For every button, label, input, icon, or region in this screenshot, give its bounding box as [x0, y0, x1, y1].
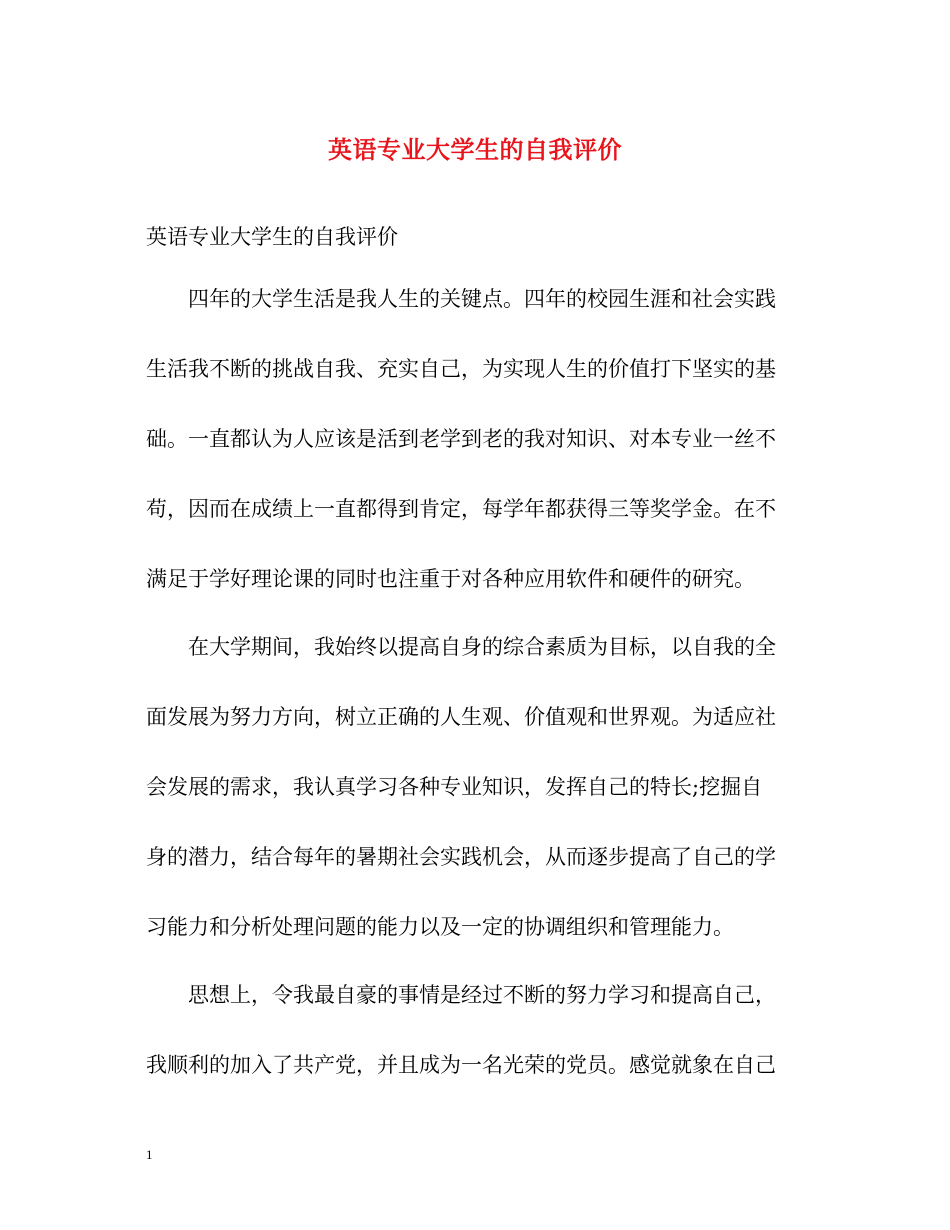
paragraph-1-line-5: 满足于学好理论课的同时也注重于对各种应用软件和硬件的研究。	[146, 567, 755, 591]
paragraph-3-line-2: 我顺利的加入了共产党，并且成为一名光荣的党员。感觉就象在自己	[146, 1053, 776, 1077]
paragraph-2-line-4: 身的潜力，结合每年的暑期社会实践机会，从而逐步提高了自己的学	[146, 845, 776, 869]
page-number: 1	[146, 1147, 153, 1162]
document-subtitle: 英语专业大学生的自我评价	[146, 225, 398, 249]
paragraph-2-line-3: 会发展的需求，我认真学习各种专业知识，发挥自己的特长;挖掘自	[146, 775, 763, 799]
document-title: 英语专业大学生的自我评价	[328, 135, 622, 164]
paragraph-1-line-3: 础。一直都认为人应该是活到老学到老的我对知识、对本专业一丝不	[146, 427, 776, 451]
paragraph-2-line-2: 面发展为努力方向，树立正确的人生观、价值观和世界观。为适应社	[146, 705, 776, 729]
paragraph-1-line-1: 四年的大学生活是我人生的关键点。四年的校园生涯和社会实践	[188, 287, 776, 311]
paragraph-1-line-4: 苟，因而在成绩上一直都得到肯定，每学年都获得三等奖学金。在不	[146, 497, 776, 521]
paragraph-2-line-5: 习能力和分析处理问题的能力以及一定的协调组织和管理能力。	[146, 915, 734, 939]
paragraph-1-line-2: 生活我不断的挑战自我、充实自己，为实现人生的价值打下坚实的基	[146, 357, 776, 381]
paragraph-3-line-1: 思想上，令我最自豪的事情是经过不断的努力学习和提高自己，	[188, 983, 776, 1007]
paragraph-2-line-1: 在大学期间，我始终以提高自身的综合素质为目标，以自我的全	[188, 635, 776, 659]
